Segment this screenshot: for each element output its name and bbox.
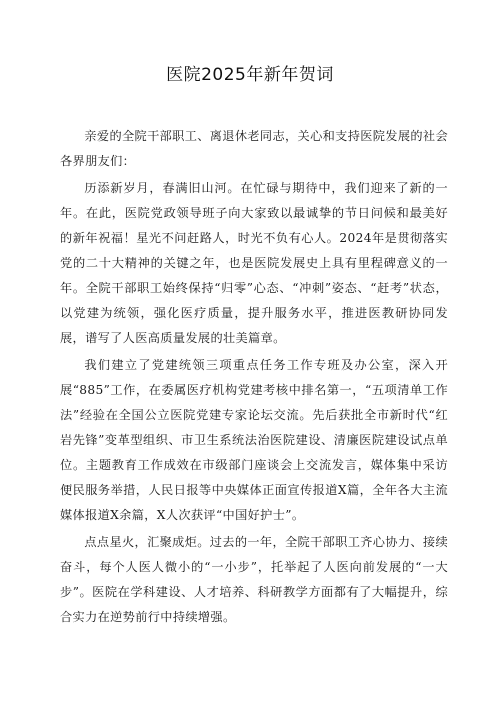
document-title: 医院2025年新年贺词 [166, 65, 334, 85]
body-paragraph-1: 历添新岁月，春满旧山河。在忙碌与期待中，我们迎来了新的一年。在此，医院党政领导班子向大家致以最诚挚的节日问候和最美好的新年祝福！星光不问赶路人，时光不负有心人。2024年是贯彻落实党的二十大精神的关键之年，也是医院发展史上具有里程碑意义的一年。全院干部职工始终保持“归零”心态、“冲刺”姿态、“赶考”状态，以党建为统领，强化医疗质量，提升服务水平，推进医教研协同发展，谱写了人医高质量发展的壮美篇章。 [60, 181, 448, 345]
body-paragraph-2: 我们建立了党建统领三项重点任务工作专班及办公室，深入开展“885”工作，在委属医疗机构党建考核中排名第一，“五项清单工作法”经验在全国公立医院党建专家论坛交流。先后获批全市新时代“红岩先锋”变革型组织、市卫生系统法治医院建设、清廉医院建设试点单位。主题教育工作成效在市级部门座谈会上交流发言，媒体集中采访便民服务举措，人民日报等中央媒体正面宣传报道X篇，全年各大主流媒体报道X余篇，X人次获评“中国好护士”。 [60, 358, 448, 522]
body-paragraph-3: 点点星火，汇聚成炬。过去的一年，全院干部职工齐心协力、接续奋斗，每个人医人微小的“一小步”，托举起了人医向前发展的“一大步”。医院在学科建设、人才培养、科研教学方面都有了大幅提升，综合实力在逆势前行中持续增强。 [60, 535, 448, 624]
salutation-paragraph: 亲爱的全院干部职工、离退休老同志，关心和支持医院发展的社会各界朋友们： [60, 129, 448, 168]
document-body [60, 124, 448, 630]
